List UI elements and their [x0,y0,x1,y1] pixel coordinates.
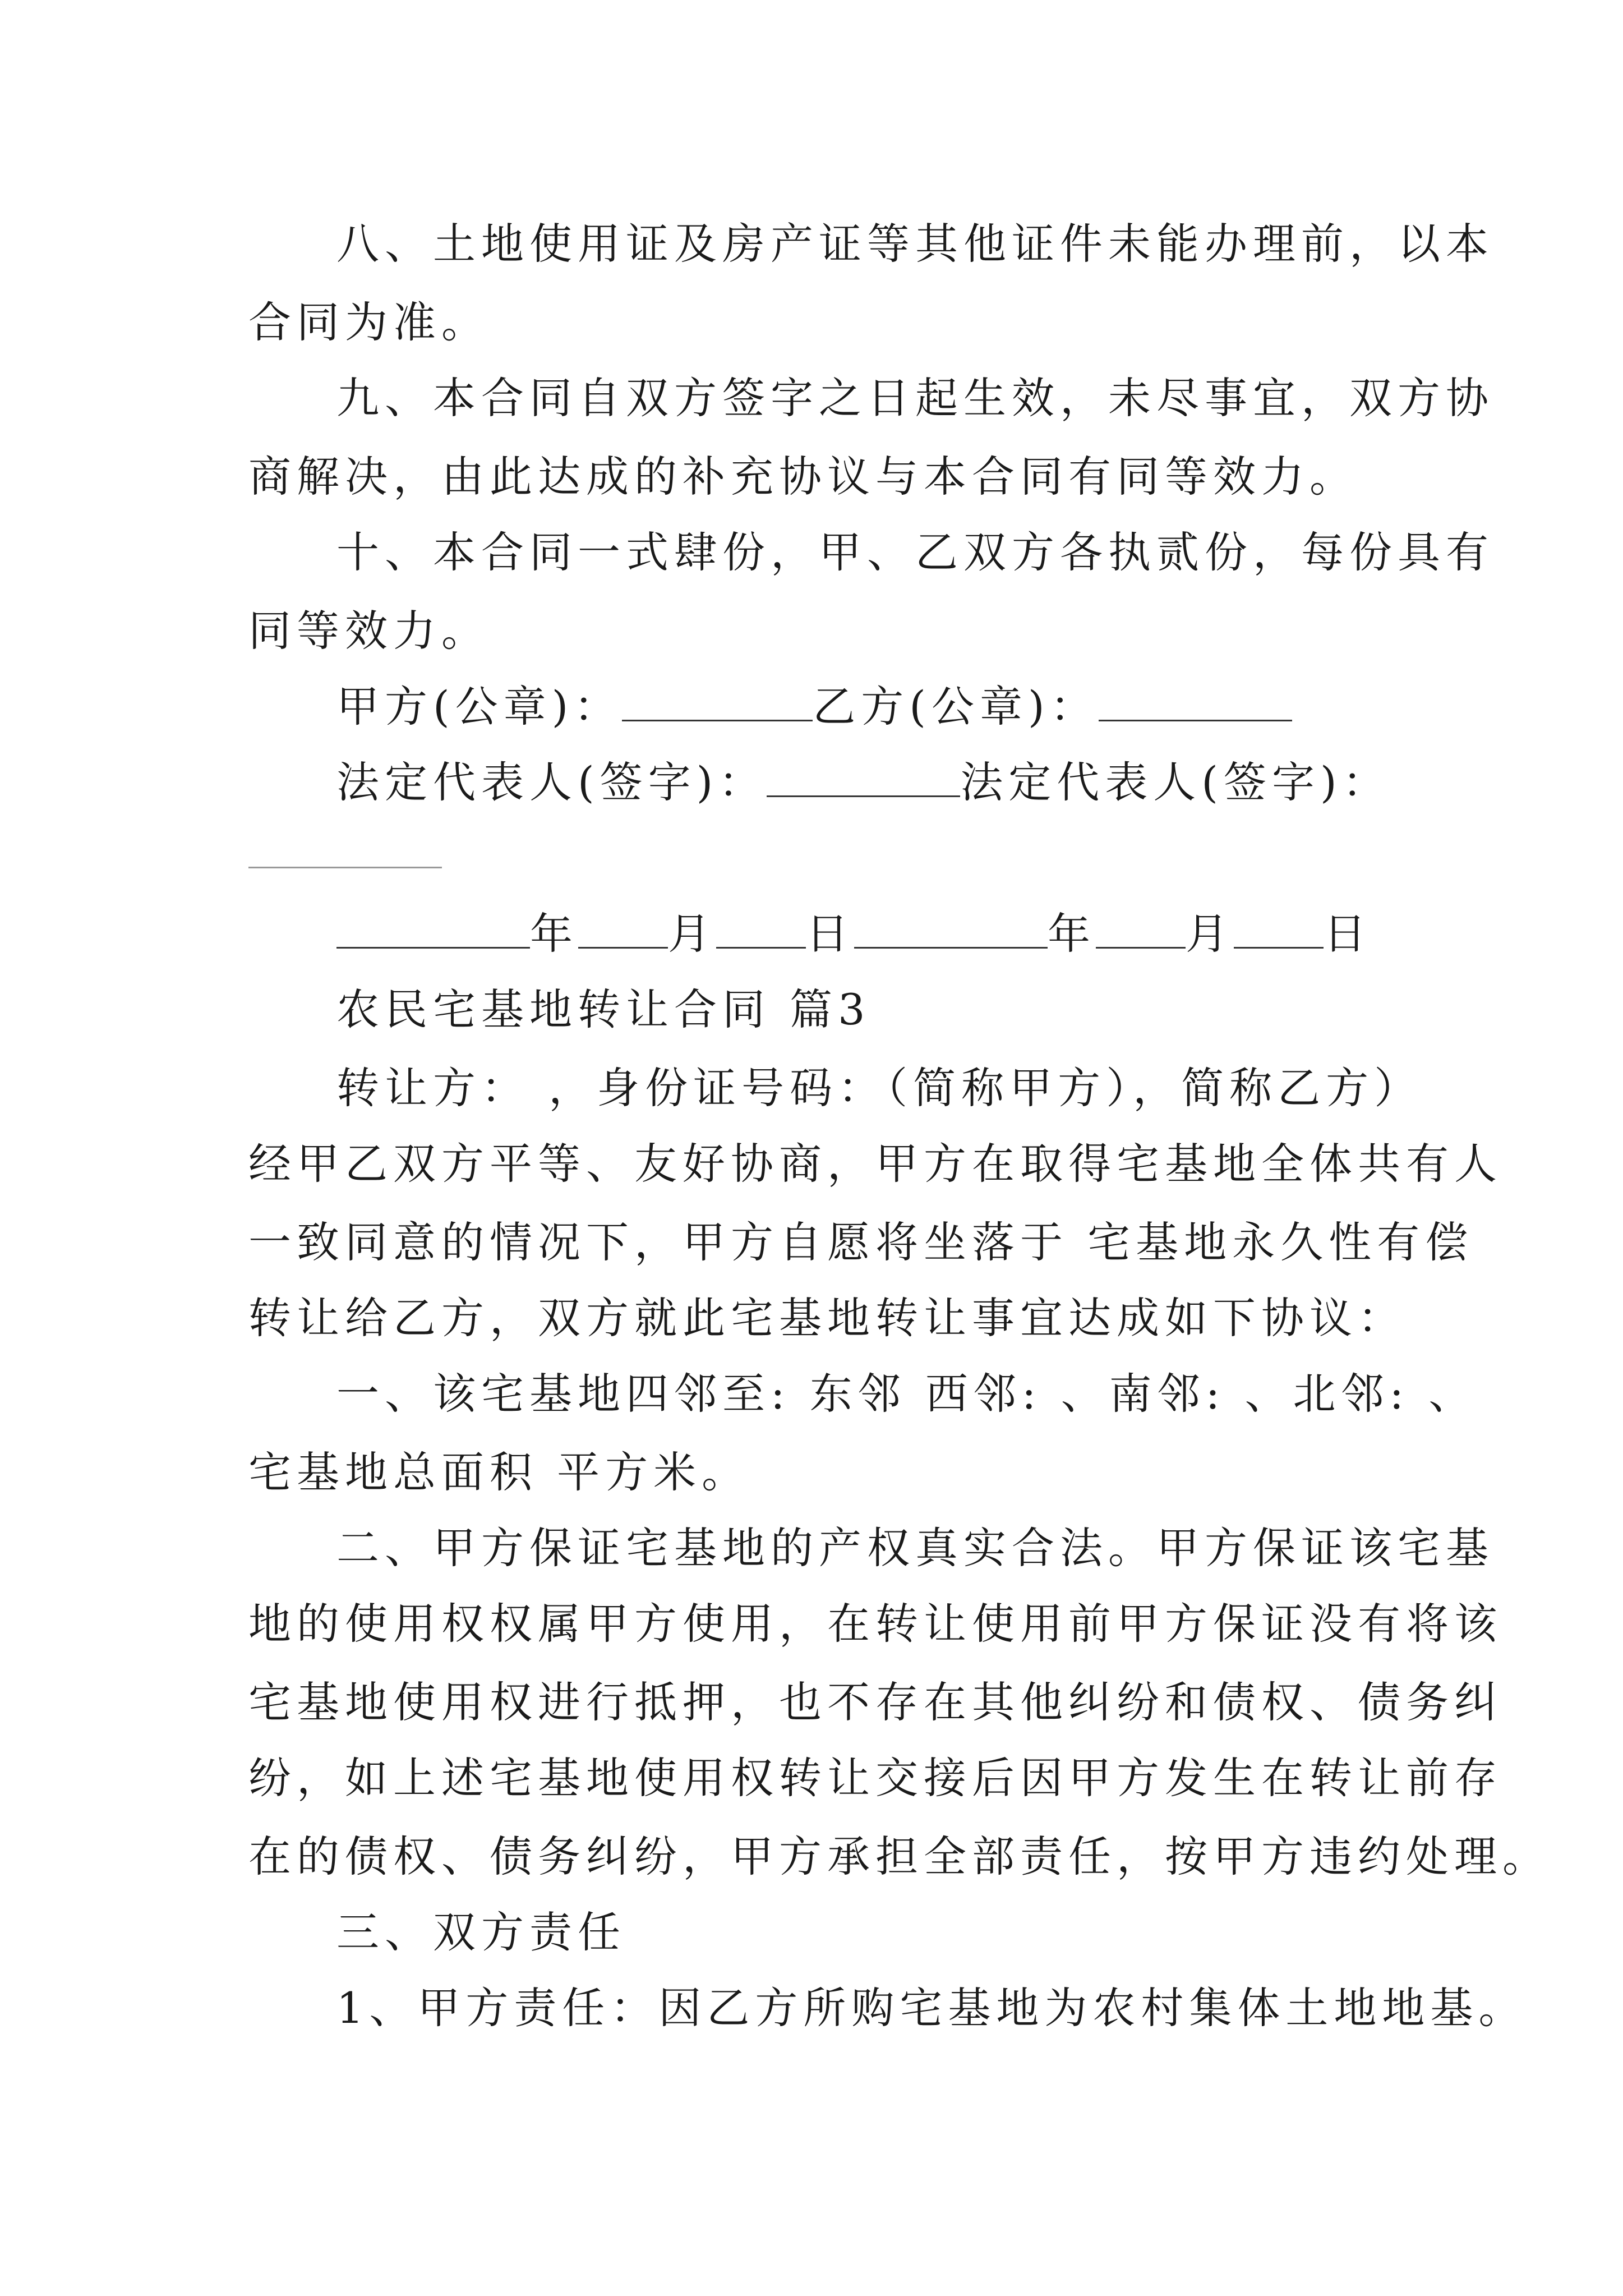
clause-10-line-2: 同等效力。 [248,606,490,656]
day-blank-b[interactable] [1234,913,1324,949]
day-label-a: 日 [806,909,854,959]
transferor-line: 转让方： ，身份证号码：（简称甲方），简称乙方） [336,1063,1423,1113]
contract-heading: 农民宅基地转让合同 篇3 [336,984,871,1034]
clause-2-line-4: 纷，如上述宅基地使用权转让交接后因甲方发生在转让前存 [248,1753,1502,1803]
month-blank-a[interactable] [578,913,668,949]
legal-rep-line [336,743,1623,822]
year-blank-b[interactable] [854,913,1048,949]
clause-10-line-1: 十、本合同一式肆份，甲、乙双方各执贰份，每份具有 [336,527,1494,577]
party-a-seal-blank[interactable] [622,686,813,721]
preamble-line-1: 经甲乙双方平等、友好协商，甲方在取得宅基地全体共有人 [248,1139,1502,1189]
preamble-line-3: 转让给乙方，双方就此宅基地转让事宜达成如下协议： [248,1293,1406,1343]
party-seal-line [336,668,1623,746]
party-b-rep-label: 法定代表人(签字)： [960,757,1391,807]
month-label-a: 月 [668,909,716,959]
party-b-seal-blank[interactable] [1099,686,1292,721]
clause-1-line-2: 宅基地总面积 平方米。 [248,1447,750,1497]
year-label-b: 年 [1048,909,1096,959]
preamble-line-2: 一致同意的情况下，甲方自愿将坐落于 宅基地永久性有偿 [248,1217,1474,1267]
clause-9-line-1: 九、本合同自双方签字之日起生效，未尽事宜，双方协 [336,373,1494,423]
year-label-a: 年 [530,909,578,959]
clause-2-line-3: 宅基地使用权进行抵押，也不存在其他纠纷和债权、债务纠 [248,1677,1502,1727]
clause-8-line-1: 八、土地使用证及房产证等其他证件未能办理前，以本 [336,219,1494,269]
date-line [336,895,1623,973]
clause-9-line-2: 商解决，由此达成的补充协议与本合同有同等效力。 [248,452,1358,501]
party-b-seal-label: 乙方(公章)： [813,682,1099,731]
day-label-b: 日 [1324,909,1372,959]
month-blank-b[interactable] [1096,913,1186,949]
day-blank-a[interactable] [716,913,806,949]
clause-2-line-5: 在的债权、债务纠纷，甲方承担全部责任，按甲方违约处理。 [248,1832,1551,1881]
party-a-seal-label: 甲方(公章)： [336,682,623,731]
clause-3-heading: 三、双方责任 [336,1907,626,1957]
year-blank-a[interactable] [336,913,530,949]
clause-8-line-2: 合同为准。 [248,297,490,347]
clause-3-item-1: 1、甲方责任：因乙方所购宅基地为农村集体土地地基。 [336,1983,1527,2033]
month-label-b: 月 [1186,909,1234,959]
party-a-rep-blank[interactable] [767,762,960,797]
party-a-rep-label: 法定代表人(签字)： [336,757,767,807]
clause-1-line-1: 一、该宅基地四邻至: 东邻 西邻: 、南邻: 、北邻: 、 [336,1369,1477,1419]
clause-2-line-2: 地的使用权权属甲方使用，在转让使用前甲方保证没有将该 [248,1599,1502,1649]
party-b-rep-blank[interactable] [248,867,442,868]
clause-2-line-1: 二、甲方保证宅基地的产权真实合法。甲方保证该宅基 [336,1523,1494,1573]
